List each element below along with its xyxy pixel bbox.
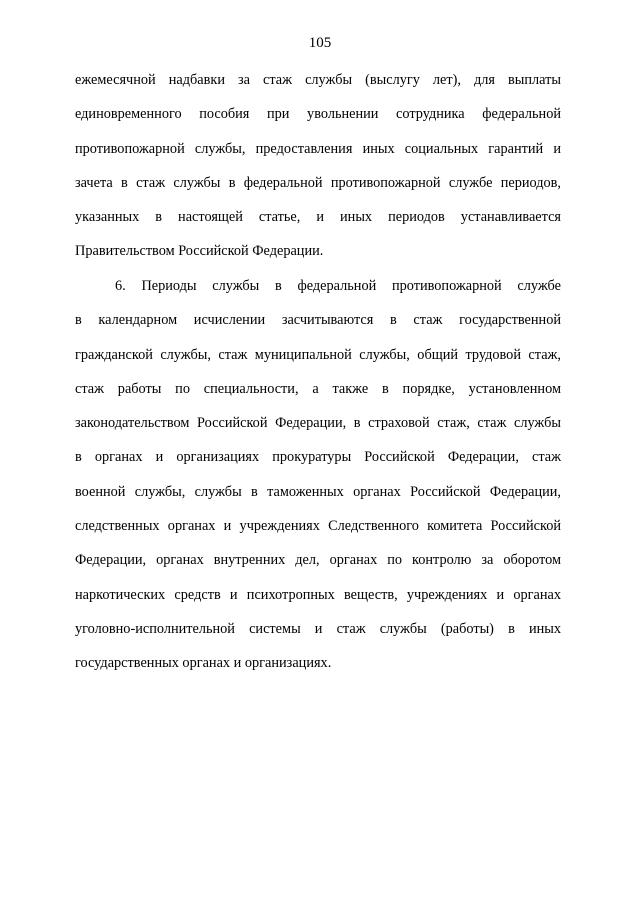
text-line: следственных органах и учреждениях Следственного комитета Российской: [75, 518, 561, 535]
text-line: стаж работы по специальности, а также в порядке, установленном: [75, 380, 561, 397]
text-line: зачета в стаж службы в федеральной противопожарной службе периодов,: [75, 174, 561, 191]
text-line: Федерации, органах внутренних дел, органах по контролю за оборотом: [75, 552, 561, 569]
text-line: государственных органах и организациях.: [75, 655, 332, 672]
text-line: 6. Периоды службы в федеральной противопожарной службе: [115, 278, 561, 294]
page-number: 105: [308, 35, 332, 51]
text-line: уголовно-исполнительной системы и стаж службы (работы) в иных: [75, 620, 561, 637]
text-line: военной службы, службы в таможенных органах Российской Федерации,: [75, 483, 561, 500]
text-line: противопожарной службы, предоставления иных социальных гарантий и: [75, 140, 561, 157]
text-line: законодательством Российской Федерации, в страховой стаж, стаж службы: [75, 415, 561, 432]
paragraph-5-continuation: [75, 63, 561, 269]
paragraph-6: [75, 269, 561, 681]
text-line: Правительством Российской Федерации.: [75, 243, 324, 260]
text-line: указанных в настоящей статье, и иных периодов устанавливается: [75, 209, 561, 226]
text-line: в календарном исчислении засчитываются в стаж государственной: [75, 312, 561, 329]
text-line: в органах и организациях прокуратуры Российской Федерации, стаж: [75, 449, 561, 466]
text-line: наркотических средств и психотропных веществ, учреждениях и органах: [75, 586, 561, 603]
text-line: гражданской службы, стаж муниципальной службы, общий трудовой стаж,: [75, 346, 561, 363]
text-line: ежемесячной надбавки за стаж службы (выслугу лет), для выплаты: [75, 72, 561, 88]
text-line: единовременного пособия при увольнении сотрудника федеральной: [75, 106, 561, 123]
